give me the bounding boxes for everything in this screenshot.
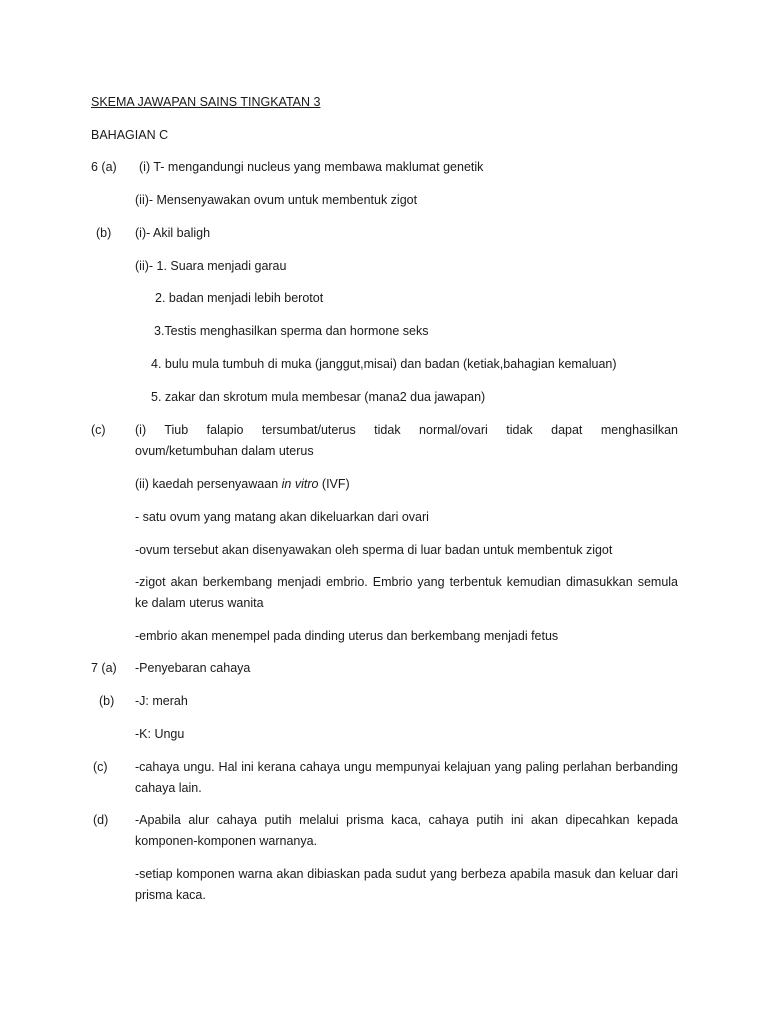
question-6a-label: 6 (a) xyxy=(91,160,117,174)
answer-line: 3.Testis menghasilkan sperma dan hormone seks xyxy=(154,324,429,338)
answer-line: -zigot akan berkembang menjadi embrio. Embrio yang terbentuk kemudian dimasukkan semula xyxy=(135,575,678,589)
page-title: SKEMA JAWAPAN SAINS TINGKATAN 3 xyxy=(91,95,321,109)
answer-line: 2. badan menjadi lebih berotot xyxy=(155,291,324,305)
answer-line: -ovum tersebut akan disenyawakan oleh sperma di luar badan untuk membentuk zigot xyxy=(135,543,613,557)
answer-line: (ii)- 1. Suara menjadi garau xyxy=(135,259,287,273)
ivf-text-end: (IVF) xyxy=(318,477,350,491)
answer-line: -setiap komponen warna akan dibiaskan pada sudut yang berbeza apabila masuk dan keluar dari xyxy=(135,867,678,881)
answer-line-ivf xyxy=(135,474,350,495)
answer-line: (i)- Akil baligh xyxy=(135,226,211,240)
section-heading: BAHAGIAN C xyxy=(91,128,169,142)
answer-line: prisma kaca. xyxy=(135,888,206,902)
answer-line: komponen-komponen warnanya. xyxy=(135,834,318,848)
answer-line: -Penyebaran cahaya xyxy=(135,661,251,675)
answer-line: 5. zakar dan skrotum mula membesar (mana2 dua jawapan) xyxy=(151,390,486,404)
answer-line: 4. bulu mula tumbuh di muka (janggut,misai) dan badan (ketiak,bahagian kemaluan) xyxy=(151,357,617,371)
answer-line: ke dalam uterus wanita xyxy=(135,596,264,610)
answer-line: cahaya lain. xyxy=(135,781,202,795)
question-6b-label: (b) xyxy=(96,226,112,240)
answer-line: ovum/ketumbuhan dalam uterus xyxy=(135,444,314,458)
answer-line: (i) T- mengandungi nucleus yang membawa maklumat genetik xyxy=(139,160,484,174)
answer-line: - satu ovum yang matang akan dikeluarkan dari ovari xyxy=(135,510,429,524)
answer-line: (i) Tiub falapio tersumbat/uterus tidak normal/ovari tidak dapat menghasilkan xyxy=(135,423,678,437)
answer-line: -K: Ungu xyxy=(135,727,185,741)
question-7d-label: (d) xyxy=(93,813,109,827)
question-7b-label: (b) xyxy=(99,694,115,708)
ivf-text-start: (ii) kaedah persenyawaan xyxy=(135,477,282,491)
question-7c-label: (c) xyxy=(93,760,108,774)
answer-line: -Apabila alur cahaya putih melalui prisma kaca, cahaya putih ini akan dipecahkan kepada xyxy=(135,813,678,827)
question-7a-label: 7 (a) xyxy=(91,661,117,675)
answer-line: (ii)- Mensenyawakan ovum untuk membentuk zigot xyxy=(135,193,418,207)
question-6c-label: (c) xyxy=(91,423,106,437)
answer-line: -embrio akan menempel pada dinding uterus dan berkembang menjadi fetus xyxy=(135,629,559,643)
answer-line: -J: merah xyxy=(135,694,188,708)
ivf-italic-text: in vitro xyxy=(281,477,319,491)
answer-line: -cahaya ungu. Hal ini kerana cahaya ungu mempunyai kelajuan yang paling perlahan berbanding xyxy=(135,760,678,774)
